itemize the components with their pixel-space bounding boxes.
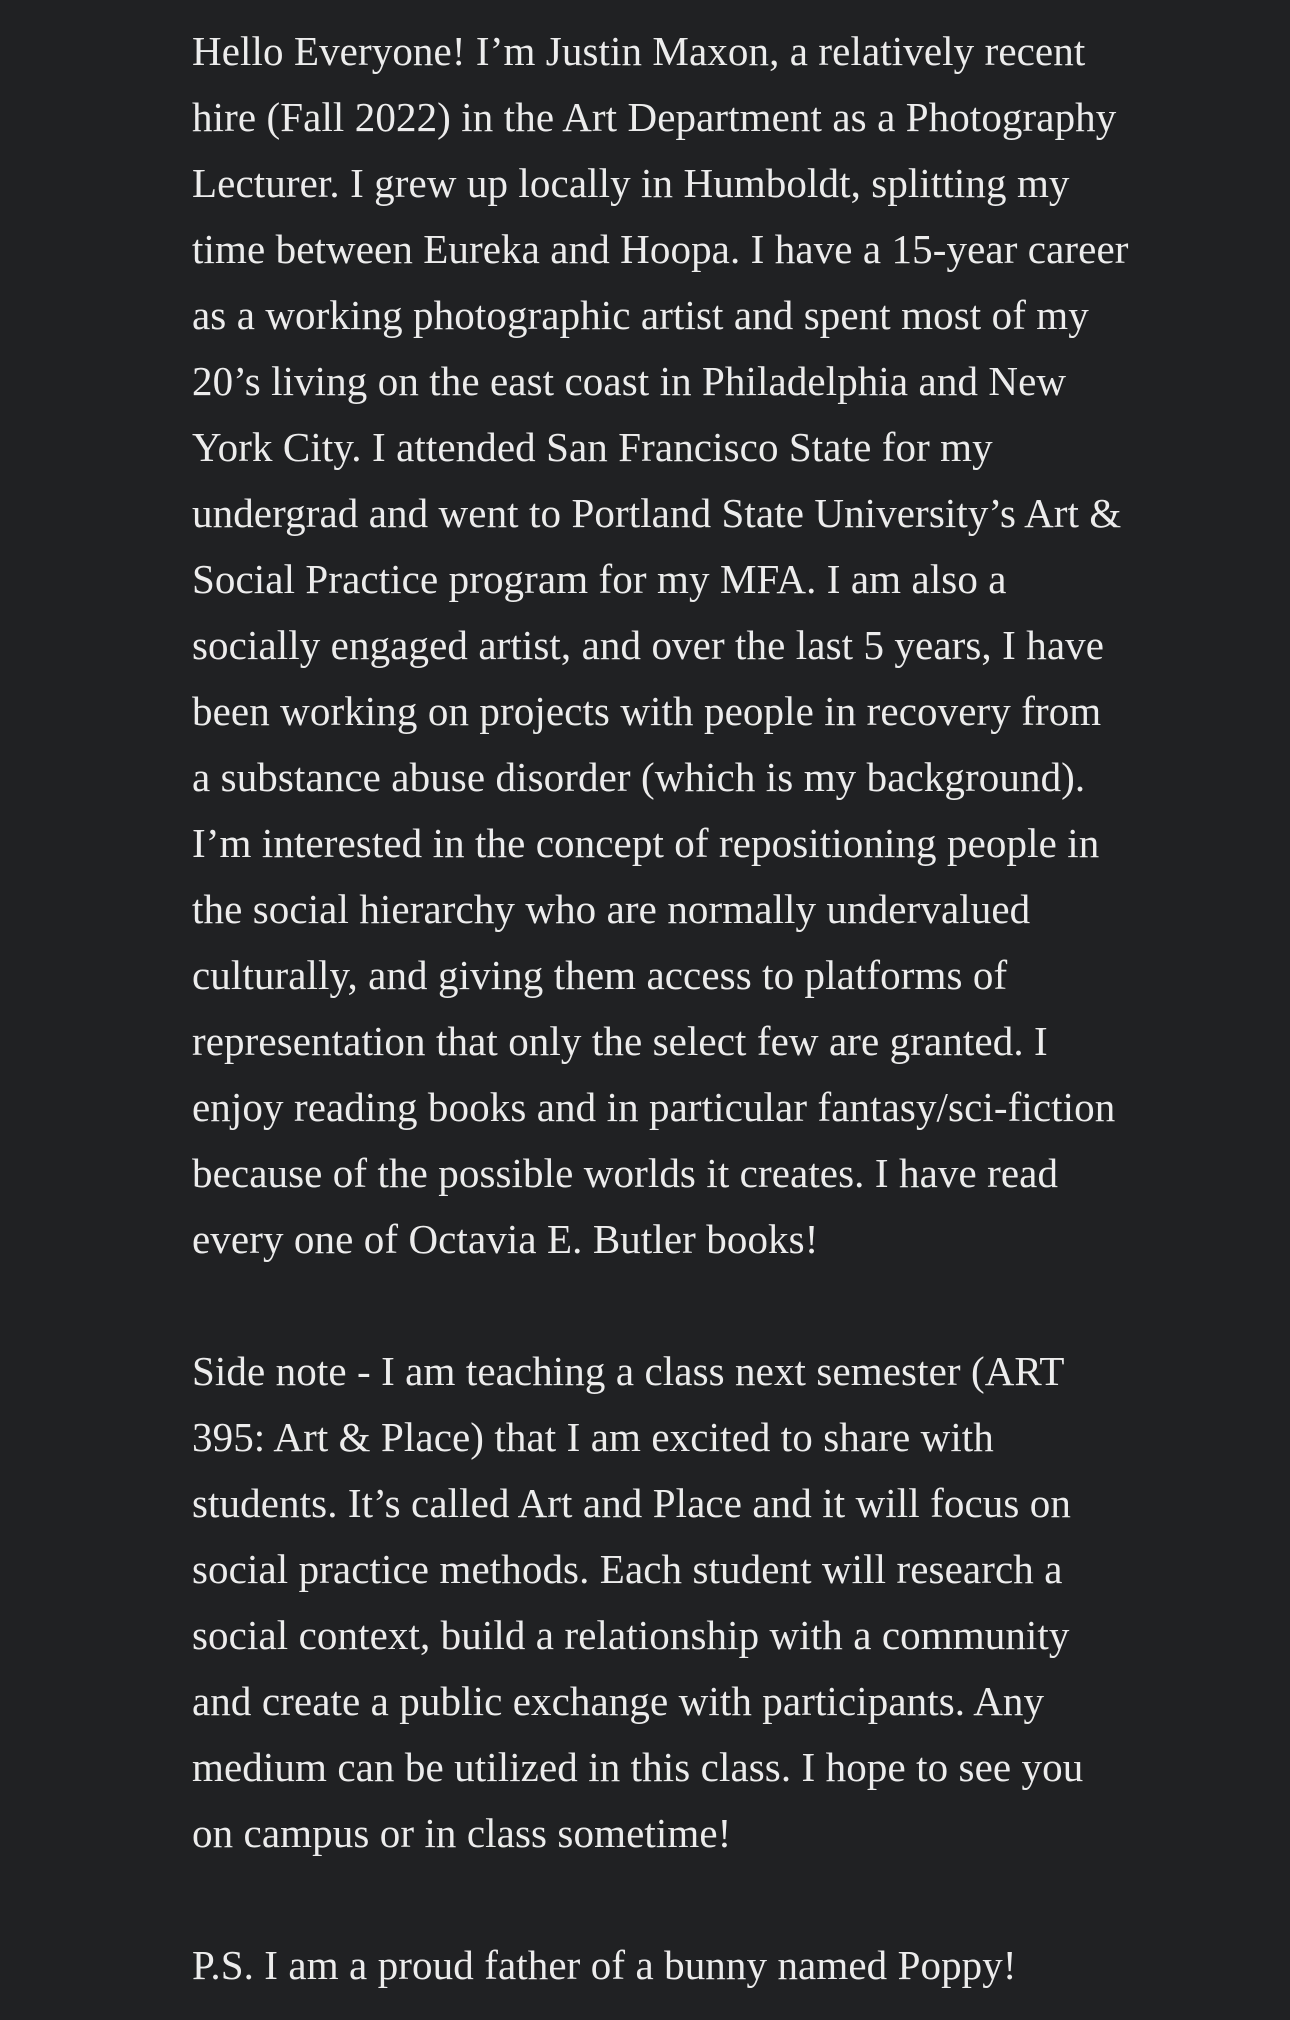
text-line: and create a public exchange with participants. Any [192, 1678, 1045, 1724]
text-line: on campus or in class sometime! [192, 1810, 732, 1856]
text-line: Lecturer. I grew up locally in Humboldt, splitting my [192, 160, 1070, 206]
text-line: enjoy reading books and in particular fantasy/sci-fiction [192, 1084, 1116, 1130]
text-line: been working on projects with people in recovery from [192, 688, 1102, 734]
text-line: medium can be utilized in this class. I hope to see you [192, 1744, 1084, 1790]
text-line: undergrad and went to Portland State University’s Art & [192, 490, 1122, 536]
text-line: social practice methods. Each student will research a [192, 1546, 1063, 1592]
text-line: a substance abuse disorder (which is my background). [192, 754, 1086, 800]
text-line: Side note - I am teaching a class next semester (ART [192, 1348, 1065, 1394]
text-line: hire (Fall 2022) in the Art Department as a Photography [192, 94, 1117, 140]
text-line: the social hierarchy who are normally undervalued [192, 886, 1031, 932]
text-line: Hello Everyone! I’m Justin Maxon, a relatively recent [192, 28, 1086, 74]
text-line: Social Practice program for my MFA. I am also a [192, 556, 1007, 602]
text-line: students. It’s called Art and Place and it will focus on [192, 1480, 1071, 1526]
text-line: socially engaged artist, and over the last 5 years, I have [192, 622, 1105, 668]
text-line: because of the possible worlds it creates. I have read [192, 1150, 1059, 1196]
side-note-paragraph [192, 1338, 1252, 1866]
text-line: I’m interested in the concept of repositioning people in [192, 820, 1100, 866]
text-line: as a working photographic artist and spent most of my [192, 292, 1089, 338]
text-line: P.S. I am a proud father of a bunny named Poppy! [192, 1942, 1017, 1988]
text-line: social context, build a relationship with a community [192, 1612, 1070, 1658]
text-line: 395: Art & Place) that I am excited to share with [192, 1414, 994, 1460]
text-line: 20’s living on the east coast in Philadelphia and New [192, 358, 1067, 404]
text-line: culturally, and giving them access to platforms of [192, 952, 1008, 998]
message-body [192, 18, 1252, 1998]
text-line: time between Eureka and Hoopa. I have a 15-year career [192, 226, 1129, 272]
text-line: representation that only the select few are granted. I [192, 1018, 1048, 1064]
text-line: York City. I attended San Francisco State for my [192, 424, 993, 470]
text-line: every one of Octavia E. Butler books! [192, 1216, 819, 1262]
postscript-paragraph [192, 1932, 1252, 1998]
intro-paragraph [192, 18, 1252, 1272]
